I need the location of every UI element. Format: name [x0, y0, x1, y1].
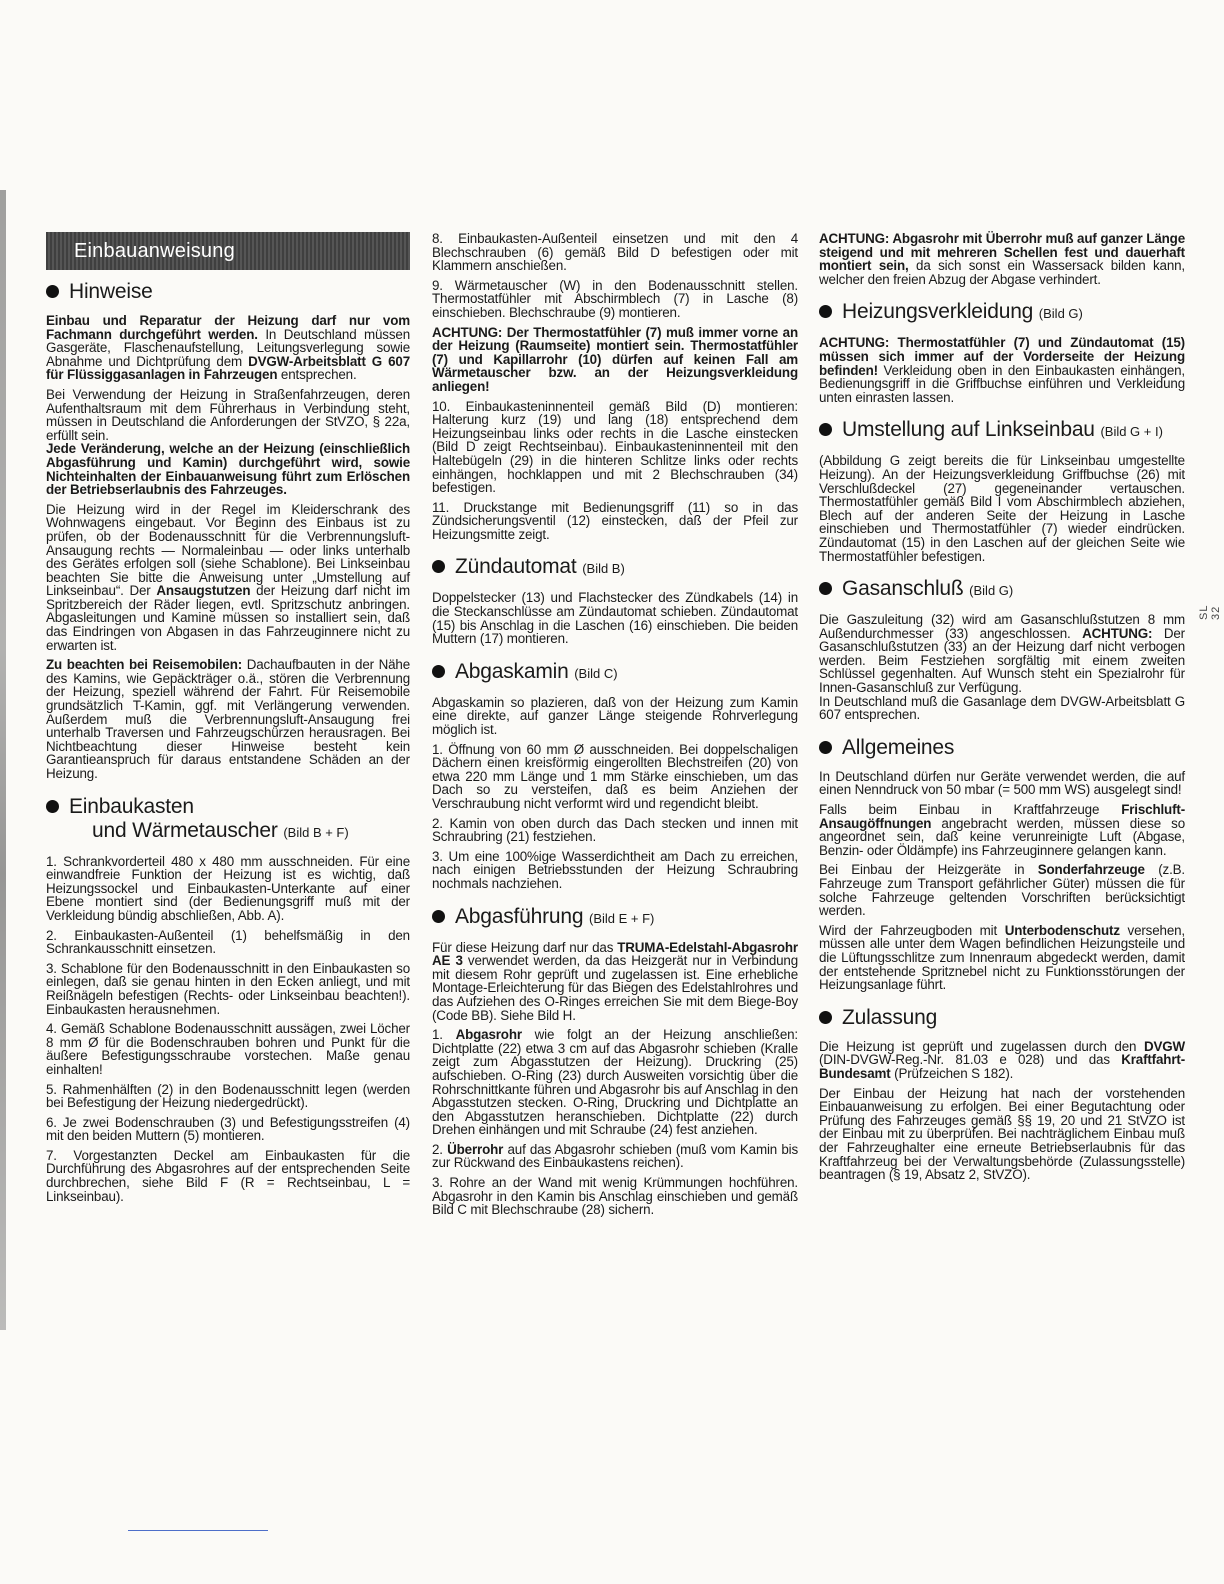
heading-zulassung: Zulassung	[819, 1006, 1185, 1030]
abgaskamin-step: 3. Um eine 100%ige Wasserdichtheit am Dach zu erreichen, nach einigen Betriebsstunden der Heizung Schraubring nochmals nachziehen.	[432, 848, 798, 891]
zuendautomat-text: Doppelstecker (13) und Flachstecker des Zündkabels (14) in die Steckanschlüsse am Zündautomat schieben. Zündautomat (15) bis Anschlag in die Laschen (16) einschieben. Die beiden Muttern (17) montieren.	[432, 590, 798, 647]
bullet-icon	[819, 582, 832, 595]
einbaukasten-step: 3. Schablone für den Bodenausschnitt in den Einbaukasten so einlegen, daß sie genau hinten in den Ecken anliegt, und mit Reißnägeln befestigen (Rechts- oder Linkseinbau beachten!). Einbaukasten herausnehmen.	[46, 960, 410, 1017]
column-3	[819, 232, 1185, 1188]
abgaskamin-step: 1. Öffnung von 60 mm Ø ausschneiden. Bei doppelschaligen Dächern einen kreisförmig eingerollten Blechstreifen (20) von etwa 220 mm Länge und 1 mm Stärke einschieben, um das Dach so zu versteifen, daß es beim Anziehen der Verschraubung nicht verformt wird und regendicht bleibt.	[432, 741, 798, 811]
linkseinbau-text: (Abbildung G zeigt bereits die für Linkseinbau umgestellte Heizung). An der Heizungsverkleidung Griffbuchse (26) mit Verschlußdeckel (27) gegeneinander vertauschen. Thermostatfühler gemäß Bild I vom Abschirmblech abziehen, Blech auf der anderen Seite der Heizung in Lasche einschieben und Thermostatfühler (7) wieder eindrücken. Zündautomat (15) in den Laschen auf der gleichen Seite wie Thermostatfühler befestigen.	[819, 453, 1185, 564]
heizungsverkleidung-text: ACHTUNG: Thermostatfühler (7) und Zündautomat (15) müssen sich immer auf der Vorderseite der Heizung befinden! Verkleidung oben in den Einbaukasten einhängen, Bedienungsgriff in die Griffbuchse einführen und Verkleidung unten einrasten lassen.	[819, 335, 1185, 405]
bullet-icon	[432, 560, 445, 573]
step-10: 10. Einbaukasteninnenteil gemäß Bild (D) montieren: Halterung kurz (19) und lang (18) entsprechend dem Heizungseinbau links oder rechts in die Lasche einstecken (Bild D zeigt Rechtseinbau). Einbaukasteninnenteil mit den Haltebügeln (29) in die hinteren Schlitze links oder rechts einhängen, hochklappen und mit 2 Blechschrauben (34) befestigen.	[432, 398, 798, 496]
zulassung-paragraph: Der Einbau der Heizung hat nach der vorstehenden Einbauanweisung zu erfolgen. Bei einer Begutachtung oder Prüfung des Fahrzeuges gemäß §§ 19, 20 und 21 StVZO ist der Einbau mit zu überprüfen. Bei nachträglichem Einbau muß der Fahrzeughalter eine erneute Betriebserlaubnis für das Kraftfahrzeug bei der Verwaltungsbehörde (Zulassungsstelle) beantragen (§ 19, Absatz 2, StVZO).	[819, 1085, 1185, 1183]
allgemeines-paragraph: In Deutschland dürfen nur Geräte verwendet werden, die auf einen Nenndruck von 50 mbar (= 500 mm WS) ausgelegt sind!	[819, 768, 1185, 798]
hinweise-paragraph-4: Zu beachten bei Reisemobilen: Dachaufbauten in der Nähe des Kamins, wie Gepäckträger o.ä., stören die Verbrennung der Heizung, speziell während der Fahrt. Für Reisemobile grundsätzlich T-Kamin, ggf. mit Verlängerung verwenden. Außerdem muß die Verbrennungsluft-Ansaugung frei unterhalb Traversen und Fahrzeugschürzen herausragen. Bei Nichtbeachtung dieser Hinweise besteht kein Garantieanspruch für daraus entstandene Schäden an der Heizung.	[46, 657, 410, 781]
einbaukasten-step: 4. Gemäß Schablone Bodenausschnitt aussägen, zwei Löcher 8 mm Ø für die Bodenschrauben bohren und Punkt für die äußere Befestigungsschraube vorstechen. Maße genau einhalten!	[46, 1021, 410, 1077]
einbaukasten-step: 5. Rahmenhälften (2) in den Bodenausschnitt legen (werden bei Befestigung der Heizung niedergedrückt).	[46, 1081, 410, 1111]
heading-gasanschluss: Gasanschluß (Bild G)	[819, 577, 1185, 603]
scan-edge	[0, 190, 6, 1330]
divider	[128, 1530, 268, 1531]
hinweise-paragraph-3: Die Heizung wird in der Regel im Kleiderschrank des Wohnwagens eingebaut. Vor Beginn des Einbaus ist zu prüfen, ob der Bodenausschnitt für die Verbrennungsluft-Ansaugung rechts — Normaleinbau — oder links unterhalb des Gerätes erfolgen soll (siehe Schablone). Bei Linkseinbau beachten Sie bitte die Anweisung unter „Umstellung auf Linkseinbau“. Der Ansaugstutzen der Heizung darf nicht im Spritzbereich der Räder liegen, evtl. Spritzschutz anbringen. Abgasleitungen und Kamine müssen so installiert sein, daß das Eindringen von Abgasen in das Fahrzeuginnere nicht zu erwarten ist.	[46, 501, 410, 653]
abgaskamin-step: 2. Kamin von oben durch das Dach stecken und innen mit Schraubring (21) festziehen.	[432, 815, 798, 845]
heading-einbaukasten: Einbaukasten und Wärmetauscher (Bild B + F)	[46, 795, 410, 845]
allgemeines-paragraph: Bei Einbau der Heizgeräte in Sonderfahrzeuge (z.B. Fahrzeuge zum Transport gefährlicher Güter) müssen die für solche Fahrzeuge geltenden Vorschriften berücksichtigt werden.	[819, 862, 1185, 919]
abgasrohr-warning: ACHTUNG: Abgasrohr mit Überrohr muß auf ganzer Länge steigend und mit mehreren Schellen fest und dauerhaft montiert sein, da sich sonst ein Wassersack bilden kann, welcher den freien Abzug der Abgase verhindert.	[819, 231, 1185, 287]
document-code: SL 32	[1198, 604, 1222, 620]
zulassung-paragraph: Die Heizung ist geprüft und zugelassen durch den DVGW (DIN-DVGW-Reg.-Nr. 81.03 e 028) und das Kraftfahrt-Bundesamt (Prüfzeichen S 182).	[819, 1038, 1185, 1081]
bullet-icon	[819, 423, 832, 436]
abgasfuehrung-intro: Für diese Heizung darf nur das TRUMA-Edelstahl-Abgasrohr AE 3 verwendet werden, da das Heizgerät nur in Verbindung mit diesem Rohr geprüft und zugelassen ist. Eine erhebliche Montage-Erleichterung für das Biegen des Edelstahlrohres und das Aufziehen des O-Ringes erreichen Sie mit dem Biege-Boy (Code BB). Siehe Bild H.	[432, 939, 799, 1023]
step-11: 11. Druckstange mit Bedienungsgriff (11) so in das Zündsicherungsventil (12) einstecken, daß der Pfeil zur Heizungsmitte zeigt.	[432, 499, 798, 542]
column-1	[46, 232, 410, 1209]
bullet-icon	[432, 910, 445, 923]
heading-allgemeines: Allgemeines	[819, 736, 1185, 760]
bullet-icon	[819, 741, 832, 754]
gasanschluss-note: In Deutschland muß die Gasanlage dem DVGW-Arbeitsblatt G 607 entsprechen.	[819, 693, 1185, 723]
allgemeines-paragraph: Falls beim Einbau in Kraftfahrzeuge Frischluft-Ansaugöffnungen angebracht werden, müssen diese so angeordnet sein, daß keine verunreinigte Luft (Abgase, Benzin- oder Öldämpfe) ins Fahrzeuginnere gelangen kann.	[819, 802, 1185, 858]
bullet-icon	[819, 305, 832, 318]
thermostat-warning: ACHTUNG: Der Thermostatfühler (7) muß immer vorne an der Heizung (Raumseite) montiert sein. Thermostatfühler (7) und Kapillarrohr (10) dürfen auf keinen Fall am Wärmetauscher bzw. an der Heizungsverkleidung anliegen!	[432, 324, 798, 394]
einbaukasten-step: 2. Einbaukasten-Außenteil (1) behelfsmäßig in den Schrankausschnitt einsetzen.	[46, 927, 410, 957]
heading-hinweise: Hinweise	[46, 280, 410, 304]
hinweise-paragraph-1: Einbau und Reparatur der Heizung darf nur vom Fachmann durchgeführt werden. In Deutschland müssen Gasgeräte, Flaschenaufstellung, Leitungsverlegung sowie Abnahme und Dichtprüfung dem DVGW-Arbeitsblatt G 607 für Flüssiggasanlagen in Fahrzeugen entsprechen.	[46, 313, 411, 383]
gasanschluss-text: Die Gaszuleitung (32) wird am Gasanschlußstutzen 8 mm Außendurchmesser (33) angeschlossen. ACHTUNG: Der Gasanschlußstutzen (33) an der Heizung darf nicht verbogen werden. Beim Festziehen sorgfältig mit einem zweiten Schlüssel gegenhalten. Auf Wunsch steht ein Spezialrohr für Innen-Gasanschluß zur Verfügung.	[819, 612, 1185, 696]
heading-abgaskamin: Abgaskamin (Bild C)	[432, 660, 798, 686]
einbaukasten-step: 7. Vorgestanzten Deckel am Einbaukasten für die Durchführung des Abgasrohres auf der entsprechenden Seite durchbrechen, siehe Bild F (R = Rechtseinbau, L = Linkseinbau).	[46, 1147, 410, 1204]
abgasfuehrung-step: 3. Rohre an der Wand mit wenig Krümmungen hochführen. Abgasrohr in den Kamin bis Anschlag einschieben und gemäß Bild C mit Blechschraube (28) sichern.	[432, 1175, 798, 1218]
bullet-icon	[46, 285, 59, 298]
page-title-banner: Einbauanweisung	[46, 232, 410, 270]
heading-abgasfuehrung: Abgasführung (Bild E + F)	[432, 905, 798, 931]
allgemeines-paragraph: Wird der Fahrzeugboden mit Unterbodenschutz versehen, müssen alle unter dem Wagen befindlichen Heizungsteile und die Lüftungsschlitze zum Innenraum abgedeckt werden, damit der entstehende Spritznebel nicht zu Funktionsstörungen der Heizungsanlage führt.	[819, 922, 1185, 993]
hinweise-paragraph-2: Bei Verwendung der Heizung in Straßenfahrzeugen, deren Aufenthaltsraum mit dem Führerhaus in Verbindung steht, müssen in Deutschland die Anforderungen der StVZO, § 22a, erfüllt sein.	[46, 386, 410, 443]
abgaskamin-intro: Abgaskamin so plazieren, daß von der Heizung zum Kamin eine direkte, auf ganzer Länge steigende Rohrverlegung möglich ist.	[432, 694, 798, 738]
heading-linkseinbau: Umstellung auf Linkseinbau (Bild G + I)	[819, 418, 1185, 444]
einbaukasten-step: 1. Schrankvorderteil 480 x 480 mm ausschneiden. Für eine einwandfreie Funktion der Heizung ist es wichtig, daß Heizungssockel und Einbaukasten-Unterkante auf einer Ebene montiert sind (der Bedienungsgriff muß mit der Verkleidung bündig abschließen, Abb. A).	[46, 853, 410, 923]
bullet-icon	[819, 1011, 832, 1024]
heading-zuendautomat: Zündautomat (Bild B)	[432, 555, 798, 581]
hinweise-warning: Jede Veränderung, welche an der Heizung (einschließlich Abgasführung und Kamin) durchgeführt wird, sowie Nichteinhalten der Einbauanweisung führt zum Erlöschen der Betriebserlaubnis des Fahrzeuges.	[46, 441, 410, 498]
step-9: 9. Wärmetauscher (W) in den Bodenausschnitt stellen. Thermostatfühler mit Abschirmblech (7) in Lasche (8) einschieben. Blechschraube (9) montieren.	[432, 277, 798, 320]
bullet-icon	[432, 665, 445, 678]
heading-heizungsverkleidung: Heizungsverkleidung (Bild G)	[819, 300, 1185, 326]
abgasfuehrung-step: 2. Überrohr auf das Abgasrohr schieben (muß vom Kamin bis zur Rückwand des Einbaukastens reichen).	[432, 1141, 798, 1171]
step-8: 8. Einbaukasten-Außenteil einsetzen und mit den 4 Blechschrauben (6) gemäß Bild D befestigen oder mit Klammern anschießen.	[432, 231, 798, 274]
abgasfuehrung-step: 1. Abgasrohr wie folgt an der Heizung anschließen: Dichtplatte (22) etwa 3 cm auf das Abgasrohr schieben (Kralle zeigt zum Abgasstutzen der Heizung). Druckring (25) aufschieben. O-Ring (23) durch Ausweiten vorsichtig über die Rohrschnittkante führen und Abgasrohr bis auf Anschlag in den Abgasstutzen stecken. O-Ring, Druckring und Dichtplatte an den Abgasstutzen heranschieben. Dichtplatte (22) durch Drehen einhängen und mit Schraube (24) fest anziehen.	[432, 1027, 798, 1138]
column-2	[432, 232, 798, 1223]
einbaukasten-step: 6. Je zwei Bodenschrauben (3) und Befestigungsstreifen (4) mit den beiden Muttern (5) montieren.	[46, 1114, 410, 1144]
bullet-icon	[46, 800, 59, 813]
